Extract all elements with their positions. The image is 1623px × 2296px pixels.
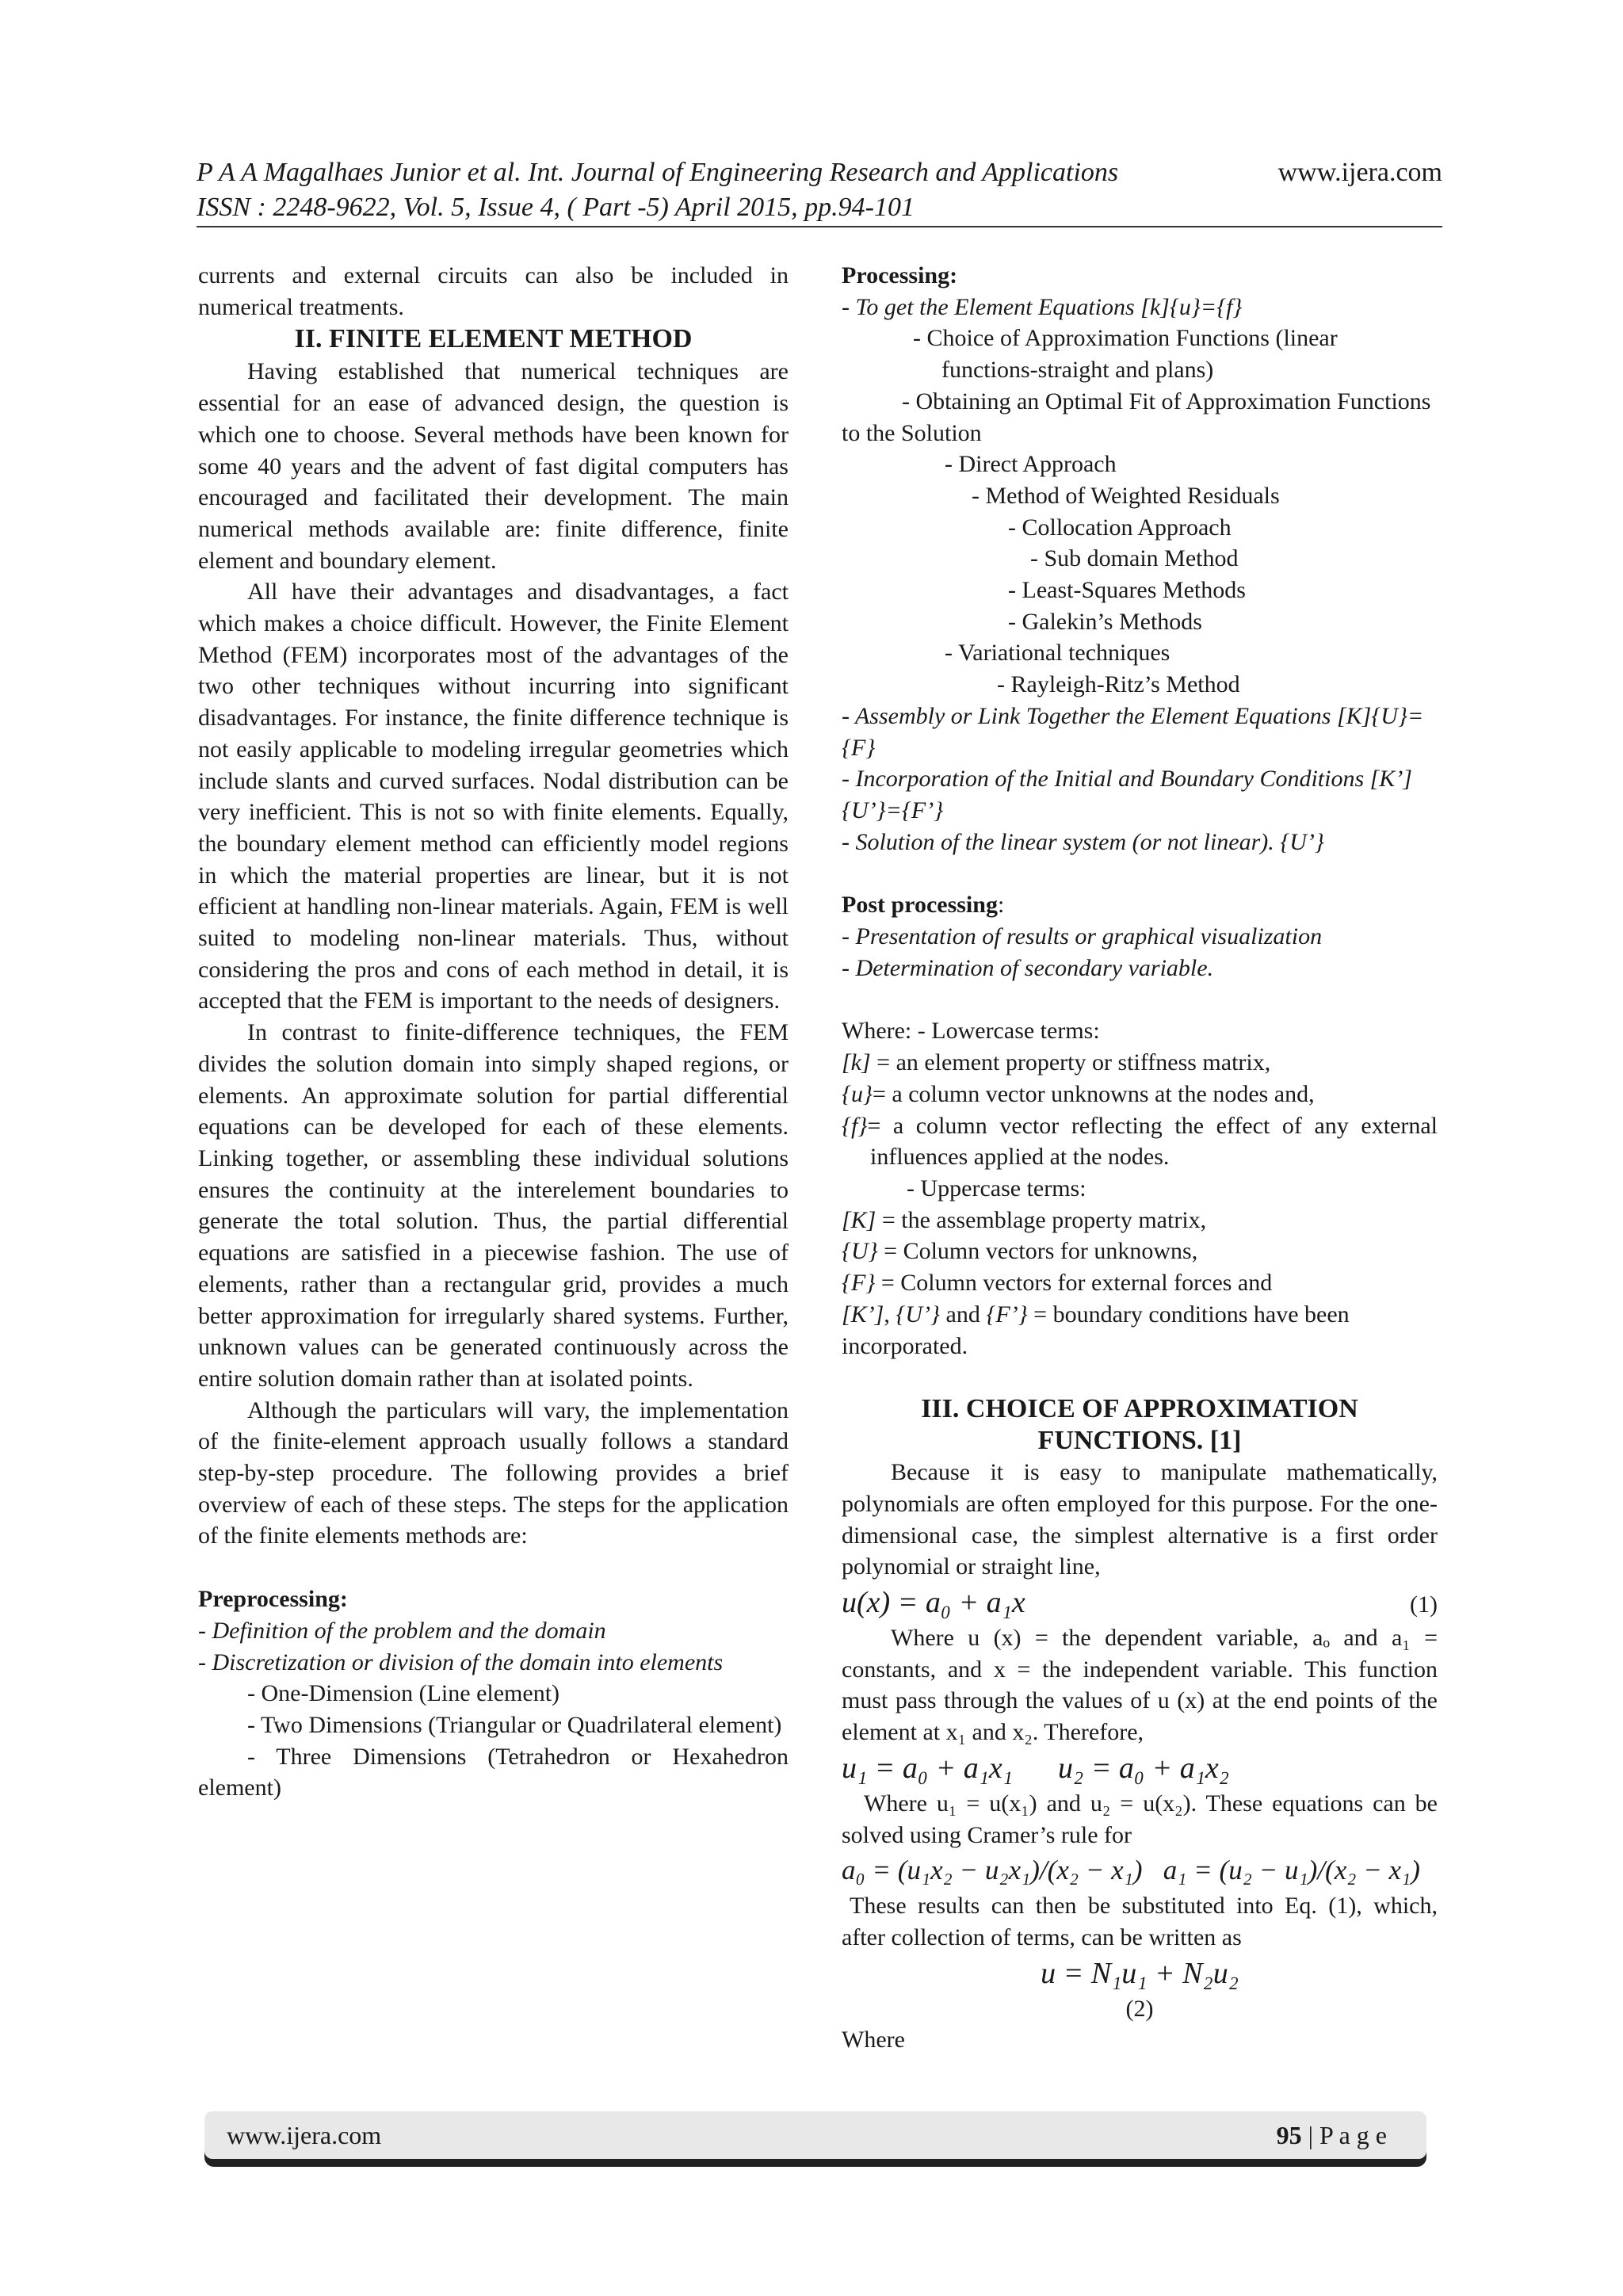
processing-substep: - Collocation Approach: [1008, 514, 1232, 541]
equation-4: u = N₁u₁ + N₂u₂: [1041, 1956, 1239, 1990]
paragraph: Because it is easy to manipulate mathematically, polynomials are often employed for this purpose. For the one-dimensional case, the simplest alternative is a first order polynomial or straight line,: [842, 1459, 1438, 1580]
running-header: [197, 155, 1442, 225]
preprocessing-heading: Preprocessing:: [198, 1586, 348, 1613]
definition: [k] = an element property or stiffness matrix,: [842, 1049, 1271, 1076]
processing-substep: - Direct Approach: [945, 451, 1117, 478]
processing-step: - Assembly or Link Together the Element Equations [K]{U}={F}: [842, 702, 1424, 761]
processing-substep: - Rayleigh-Ritz’s Method: [997, 671, 1240, 698]
processing-substep: - Method of Weighted Residuals: [972, 482, 1280, 509]
right-column: [842, 260, 1438, 2056]
header-citation: P A A Magalhaes Junior et al. Int. Journal of Engineering Research and Applications: [197, 158, 1119, 187]
paragraph: Having established that numerical techniques are essential for an ease of advanced design, the question is which one to choose. Several methods have been known for some 40 years and the advent of fast digital computers has encouraged and facilitated their development. The main numerical methods available are: finite difference, finite element and boundary element.: [198, 358, 789, 574]
paragraph: Where u (x) = the dependent variable, aₒ and a₁ = constants, and x = the independent variable. This function must pass through the values of u (x) at the end points of the element at x₁ and x₂. Therefore,: [842, 1625, 1438, 1746]
post-processing-step: - Determination of secondary variable.: [842, 954, 1214, 981]
processing-step: - To get the Element Equations [k]{u}={f}: [842, 293, 1243, 320]
header-divider: [197, 226, 1442, 227]
preprocessing-substep: - One-Dimension (Line element): [247, 1680, 560, 1707]
where-lowercase: Where: - Lowercase terms:: [842, 1018, 1100, 1045]
definition: [K] = the assemblage property matrix,: [842, 1206, 1207, 1233]
equation-4-number: (2): [1125, 1995, 1154, 2022]
section-3-title: III. CHOICE OF APPROXIMATION: [921, 1394, 1358, 1424]
processing-substep: - Variational techniques: [945, 640, 1170, 667]
paragraph: In contrast to finite-difference techniques, the FEM divides the solution domain into simply shaped regions, or elements. An approximate solution for partial differential equations can be developed for each of these elements. Linking together, or assembling these individual solutions ensures the continuity at the interelement boundaries to generate the total solution. Thus, the partial differential equations are satisfied in a piecewise fashion. The use of elements, rather than a rectangular grid, provides a much better approximation for irregularly shared systems. Further, unknown values can be generated continuously across the entire solution domain rather than at isolated points.: [198, 1019, 789, 1392]
paragraph: These results can then be substituted into Eq. (1), which, after collection of terms, can be written as: [842, 1893, 1438, 1950]
paragraph: Although the particulars will vary, the implementation of the finite-element approach usually follows a standard step-by-step procedure. The following provides a brief overview of each of these steps. The steps for the application of the finite elements methods are:: [198, 1396, 789, 1549]
definition: {F} = Column vectors for external forces and: [842, 1270, 1273, 1297]
preprocessing-substep: - Two Dimensions (Triangular or Quadrilateral element): [247, 1711, 782, 1738]
processing-substep: - Least-Squares Methods: [1008, 577, 1246, 604]
processing-substep: - Sub domain Method: [1030, 545, 1239, 572]
paragraph: All have their advantages and disadvantages, a fact which makes a choice difficult. However, the Finite Element Method (FEM) incorporates most of the advantages of the two other techniques without incurring into significant disadvantages. For instance, the finite difference technique is not easily applicable to modeling irregular geometries which include slants and curved surfaces. Nodal distribution can be very inefficient. This is not so with finite elements. Equally, the boundary element method can efficiently model regions in which the material properties are linear, but it is not efficient at handling non-linear materials. Again, FEM is well suited to modeling non-linear materials. Thus, without considering the pros and cons of each method in detail, it is accepted that the FEM is important to the needs of designers.: [198, 579, 789, 1014]
page-number: 95 | P a g e: [1276, 2120, 1387, 2149]
equation-1: [842, 1583, 1438, 1622]
section-2-title: II. FINITE ELEMENT METHOD: [294, 324, 693, 354]
definition: {f}= a column vector reflecting the effect of any external influences applied at the nodes.: [842, 1112, 1438, 1171]
processing-step: - Solution of the linear system (or not linear). {U’}: [842, 828, 1324, 855]
processing-substep: - Galekin’s Methods: [1008, 608, 1202, 635]
post-processing-heading: Post processing:: [842, 892, 1005, 919]
footer-site-link[interactable]: www.ijera.com: [227, 2120, 382, 2149]
definition: {u}= a column vector unknowns at the nodes and,: [842, 1080, 1315, 1107]
preprocessing-step: - Discretization or division of the domain into elements: [198, 1648, 724, 1675]
preprocessing-substep: - Three Dimensions (Tetrahedron or Hexahedron element): [198, 1743, 789, 1801]
equation-3: a₀ = (u₁x₂ − u₂x₁)/(x₂ − x₁) a₁ = (u₂ − u₁)/(x₂ − x₁): [842, 1855, 1420, 1886]
equation-text: u(x) = a₀ + a₁x: [842, 1586, 1025, 1620]
left-column: [198, 260, 789, 1804]
equation-2: u₁ = a₀ + a₁x₁ u₂ = a₀ + a₁x₂: [842, 1751, 1229, 1785]
page-footer: [204, 2111, 1426, 2167]
post-processing-step: - Presentation of results or graphical visualization: [842, 923, 1323, 950]
processing-heading: Processing:: [842, 262, 958, 288]
processing-step: - Incorporation of the Initial and Boundary Conditions [K’]{U’}={F’}: [842, 766, 1412, 823]
processing-substep: - Obtaining an Optimal Fit of Approximation Functions to the Solution: [842, 388, 1431, 446]
processing-substep: - Choice of Approximation Functions (linear functions-straight and plans): [913, 325, 1338, 384]
section-3-title-line2: FUNCTIONS. [1]: [1037, 1426, 1242, 1456]
header-site-link[interactable]: www.ijera.com: [1277, 158, 1442, 187]
intro-paragraph: currents and external circuits can also be included in numerical treatments.: [198, 262, 789, 320]
where-uppercase: - Uppercase terms:: [907, 1175, 1086, 1201]
equation-number: (1): [1410, 1591, 1438, 1618]
definition: [K’], {U’} and {F’} = boundary conditions have been incorporated.: [842, 1301, 1350, 1359]
definition: {U} = Column vectors for unknowns,: [842, 1238, 1198, 1265]
paragraph: Where u₁ = u(x₁) and u₂ = u(x₂). These equations can be solved using Cramer’s rule for: [842, 1790, 1438, 1848]
where-text: Where: [842, 2027, 905, 2053]
preprocessing-step: - Definition of the problem and the domain: [198, 1617, 606, 1644]
header-issue: ISSN : 2248-9622, Vol. 5, Issue 4, ( Part -5) April 2015, pp.94-101: [197, 193, 915, 222]
